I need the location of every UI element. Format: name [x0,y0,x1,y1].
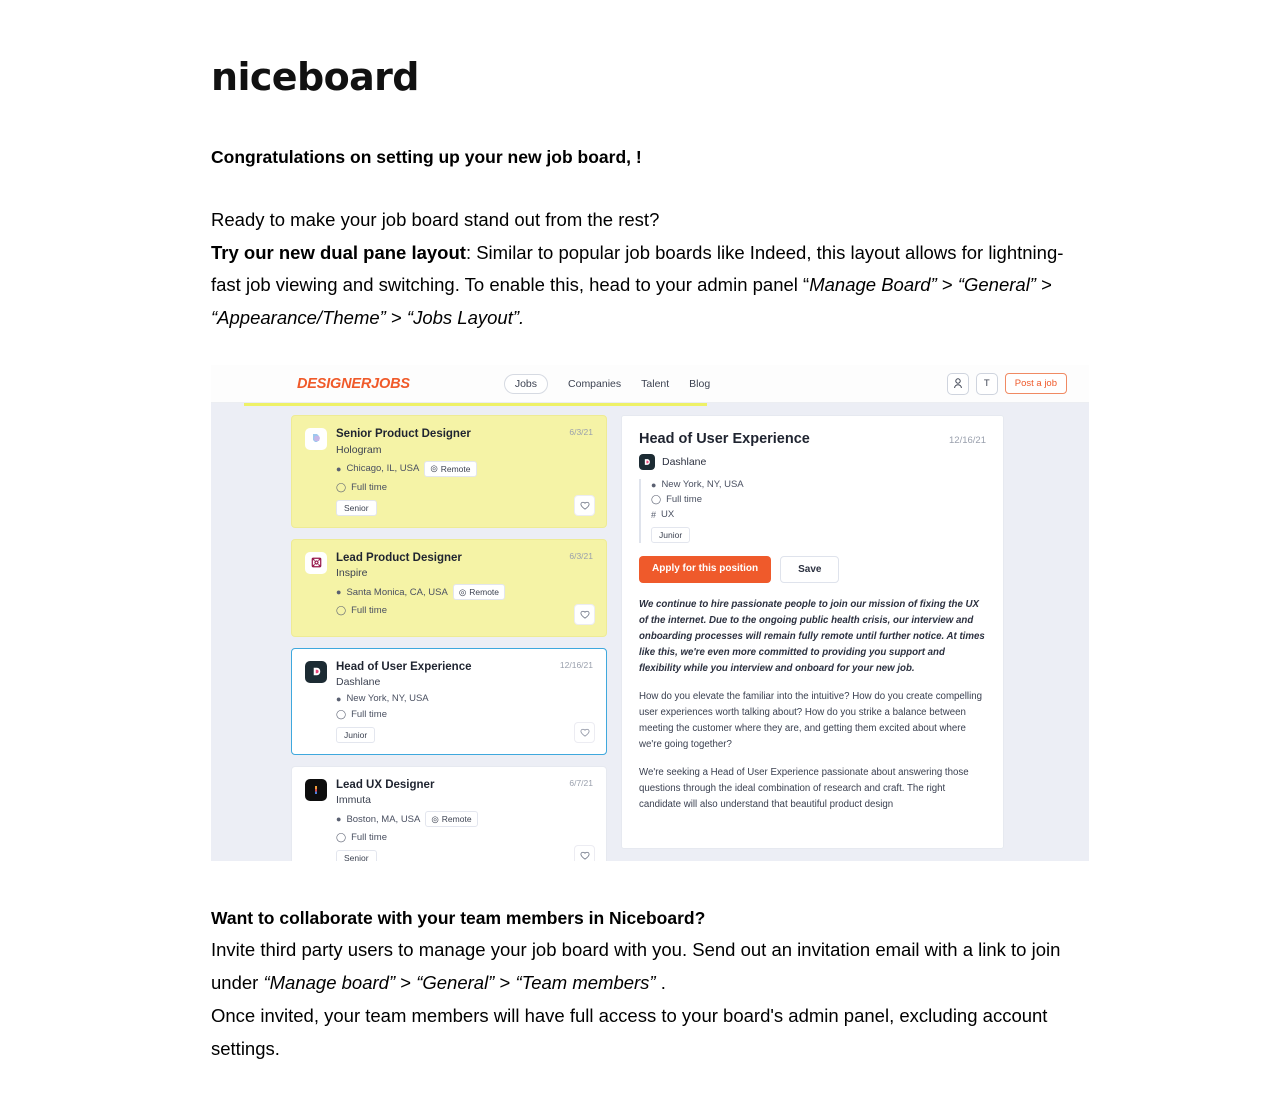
job-type-row [336,605,593,616]
job-date: 12/16/21 [559,659,593,670]
job-location-row [336,811,593,827]
location-pin-icon: ● [651,479,657,490]
detail-location-row [651,479,986,490]
path-sep-2: > [1035,274,1052,296]
job-type: Full time [351,605,387,617]
featured-highlight-strip [244,403,707,406]
job-location: Chicago, IL, USA [346,463,420,475]
detail-type: Full time [666,494,702,506]
detail-category: UX [661,509,675,521]
remote-label: Remote [469,587,500,598]
job-list-pane[interactable] [291,415,607,861]
path-sep-1: > [936,274,958,296]
location-pin-icon: ● [336,814,342,825]
company-logo-icon [639,454,655,470]
company-logo-icon [305,661,327,683]
hash-icon: # [651,509,657,520]
company-logo-icon [305,428,327,450]
location-pin-icon: ● [336,463,342,474]
job-card[interactable] [291,539,607,637]
job-location: New York, NY, USA [346,693,429,705]
avatar[interactable]: T [976,373,998,395]
detail-actions [639,556,986,583]
collaborate-paragraph-2: Once invited, your team members will have full access to your board's admin panel, excluding account settings. [211,1005,1048,1060]
clock-icon: ◯ [336,832,347,843]
feature-paragraph [211,237,1089,336]
congratulations-heading: Congratulations on setting up your new job board, ! [211,147,642,167]
job-location: Boston, MA, USA [346,813,421,825]
detail-seniority-tag: Junior [651,527,690,543]
job-location-row [336,693,593,704]
path-manage-board-2: “Manage board” [263,972,396,994]
collaborate-text: Invite third party users to manage your job board with you. Send out an invitation email with a link to join under [211,939,1061,994]
remote-badge [424,461,476,477]
location-pin-icon: ● [336,587,342,598]
navbar-links [504,374,710,394]
job-location-row [336,461,593,477]
job-type-row [336,832,593,843]
nav-item-jobs[interactable]: Jobs [504,374,548,394]
remote-badge [453,584,505,600]
job-date: 6/3/21 [569,427,593,438]
niceboard-logo: niceboard [211,55,419,99]
collaborate-section [211,903,1089,1066]
path-sep-5: > [494,972,516,994]
company-logo-icon [305,552,327,574]
save-heart-icon[interactable] [574,845,595,861]
collaborate-paragraph-1 [211,934,1089,1000]
wifi-icon: ◎ [458,586,467,597]
path-general-2: “General” [416,972,495,994]
job-title: Head of User Experience [336,660,472,673]
dual-pane-section [211,204,1089,336]
wifi-icon: ◎ [430,463,438,474]
detail-type-row [651,494,986,505]
path-jobs-layout: “Jobs Layout”. [406,307,525,329]
path-sep-4: > [395,972,417,994]
detail-job-title: Head of User Experience [639,431,810,448]
detail-paragraph-1: How do you elevate the familiar into the intuitive? How do you create compelling user experiences worth talking about? How do you strike a balance between meeting the customer where they are, and getting them excited about where we're going together? [639,691,983,751]
apply-button[interactable]: Apply for this position [639,556,771,583]
nav-item-companies[interactable]: Companies [568,377,622,390]
designerjobs-logo: DESIGNERJOBS [297,375,410,392]
clock-icon: ◯ [336,709,347,720]
job-card[interactable] [291,648,607,755]
collaborate-tail: . [655,972,666,994]
clock-icon: ◯ [336,605,347,616]
job-seniority-tag: Junior [336,727,375,743]
job-title: Senior Product Designer [336,428,471,441]
path-manage-board: Manage Board” [809,274,937,296]
wifi-icon: ◎ [431,813,439,824]
detail-paragraph-2: We're seeking a Head of User Experience passionate about answering those questions through the ideal combination of research and craft. The right candidate will also understand that beautiful product design [639,767,969,811]
clock-icon: ◯ [651,494,662,505]
job-card[interactable] [291,766,607,861]
intro-line: Ready to make your job board stand out from the rest? [211,208,660,230]
detail-meta-block [639,479,986,543]
job-card[interactable] [291,415,607,527]
person-icon[interactable] [947,373,969,395]
collaborate-heading: Want to collaborate with your team members in Niceboard? [211,908,706,929]
job-type: Full time [351,709,387,721]
detail-company-name: Dashlane [662,455,707,468]
job-date: 6/3/21 [569,550,593,561]
job-seniority-tag: Senior [336,500,377,516]
nav-item-blog[interactable]: Blog [689,377,711,390]
path-team-members: “Team members” [515,972,656,994]
feature-label: Try our new dual pane layout [211,241,466,263]
save-button[interactable]: Save [780,556,839,583]
navbar-actions [947,373,1067,395]
path-sep-3: > [385,307,407,329]
dual-pane-body [211,403,1089,861]
nav-item-talent[interactable]: Talent [641,377,670,390]
feature-text: : Similar to popular job boards like Indeed, this layout allows for lightning-fast job viewing and switching. To enable this, head to your admin panel “ [211,241,1064,296]
job-company: Immuta [336,794,372,807]
job-detail-pane [621,415,1004,849]
save-heart-icon[interactable] [574,604,595,625]
job-title: Lead UX Designer [336,779,435,792]
job-type: Full time [351,481,387,493]
clock-icon: ◯ [336,481,347,492]
job-company: Hologram [336,443,382,456]
remote-badge [425,811,477,827]
post-a-job-button[interactable]: Post a job [1005,373,1067,394]
email-content-column [211,0,1089,1066]
job-location-row [336,584,593,600]
detail-intro-paragraph: We continue to hire passionate people to join our mission of fixing the UX of the internet. Due to the ongoing public health crisis, our interview and onboarding processes will remain fully remote until further notice. At times like this, we're even more committed to providing you support and flexibility while you interview and onboard for your new job. [639,599,985,675]
save-heart-icon[interactable] [574,722,595,743]
path-general: “General” [957,274,1036,296]
path-appearance-theme: “Appearance/Theme” [211,307,386,329]
job-type-row [336,709,593,720]
job-board-navbar [211,365,1089,403]
product-screenshot [211,365,1089,861]
remote-label: Remote [440,463,471,474]
location-pin-icon: ● [336,693,342,704]
company-logo-icon [305,779,327,801]
job-type: Full time [351,832,387,844]
detail-category-row [651,509,986,520]
job-title: Lead Product Designer [336,551,462,564]
remote-label: Remote [441,814,472,825]
job-location: Santa Monica, CA, USA [346,586,448,598]
job-date: 6/7/21 [569,778,593,789]
save-heart-icon[interactable] [574,495,595,516]
detail-date: 12/16/21 [949,435,986,447]
detail-location: New York, NY, USA [661,479,744,491]
detail-header [639,431,986,447]
job-seniority-tag: Senior [336,850,377,861]
detail-company-row [639,453,986,470]
job-company: Dashlane [336,676,381,689]
job-company: Inspire [336,567,368,580]
job-type-row [336,482,593,493]
